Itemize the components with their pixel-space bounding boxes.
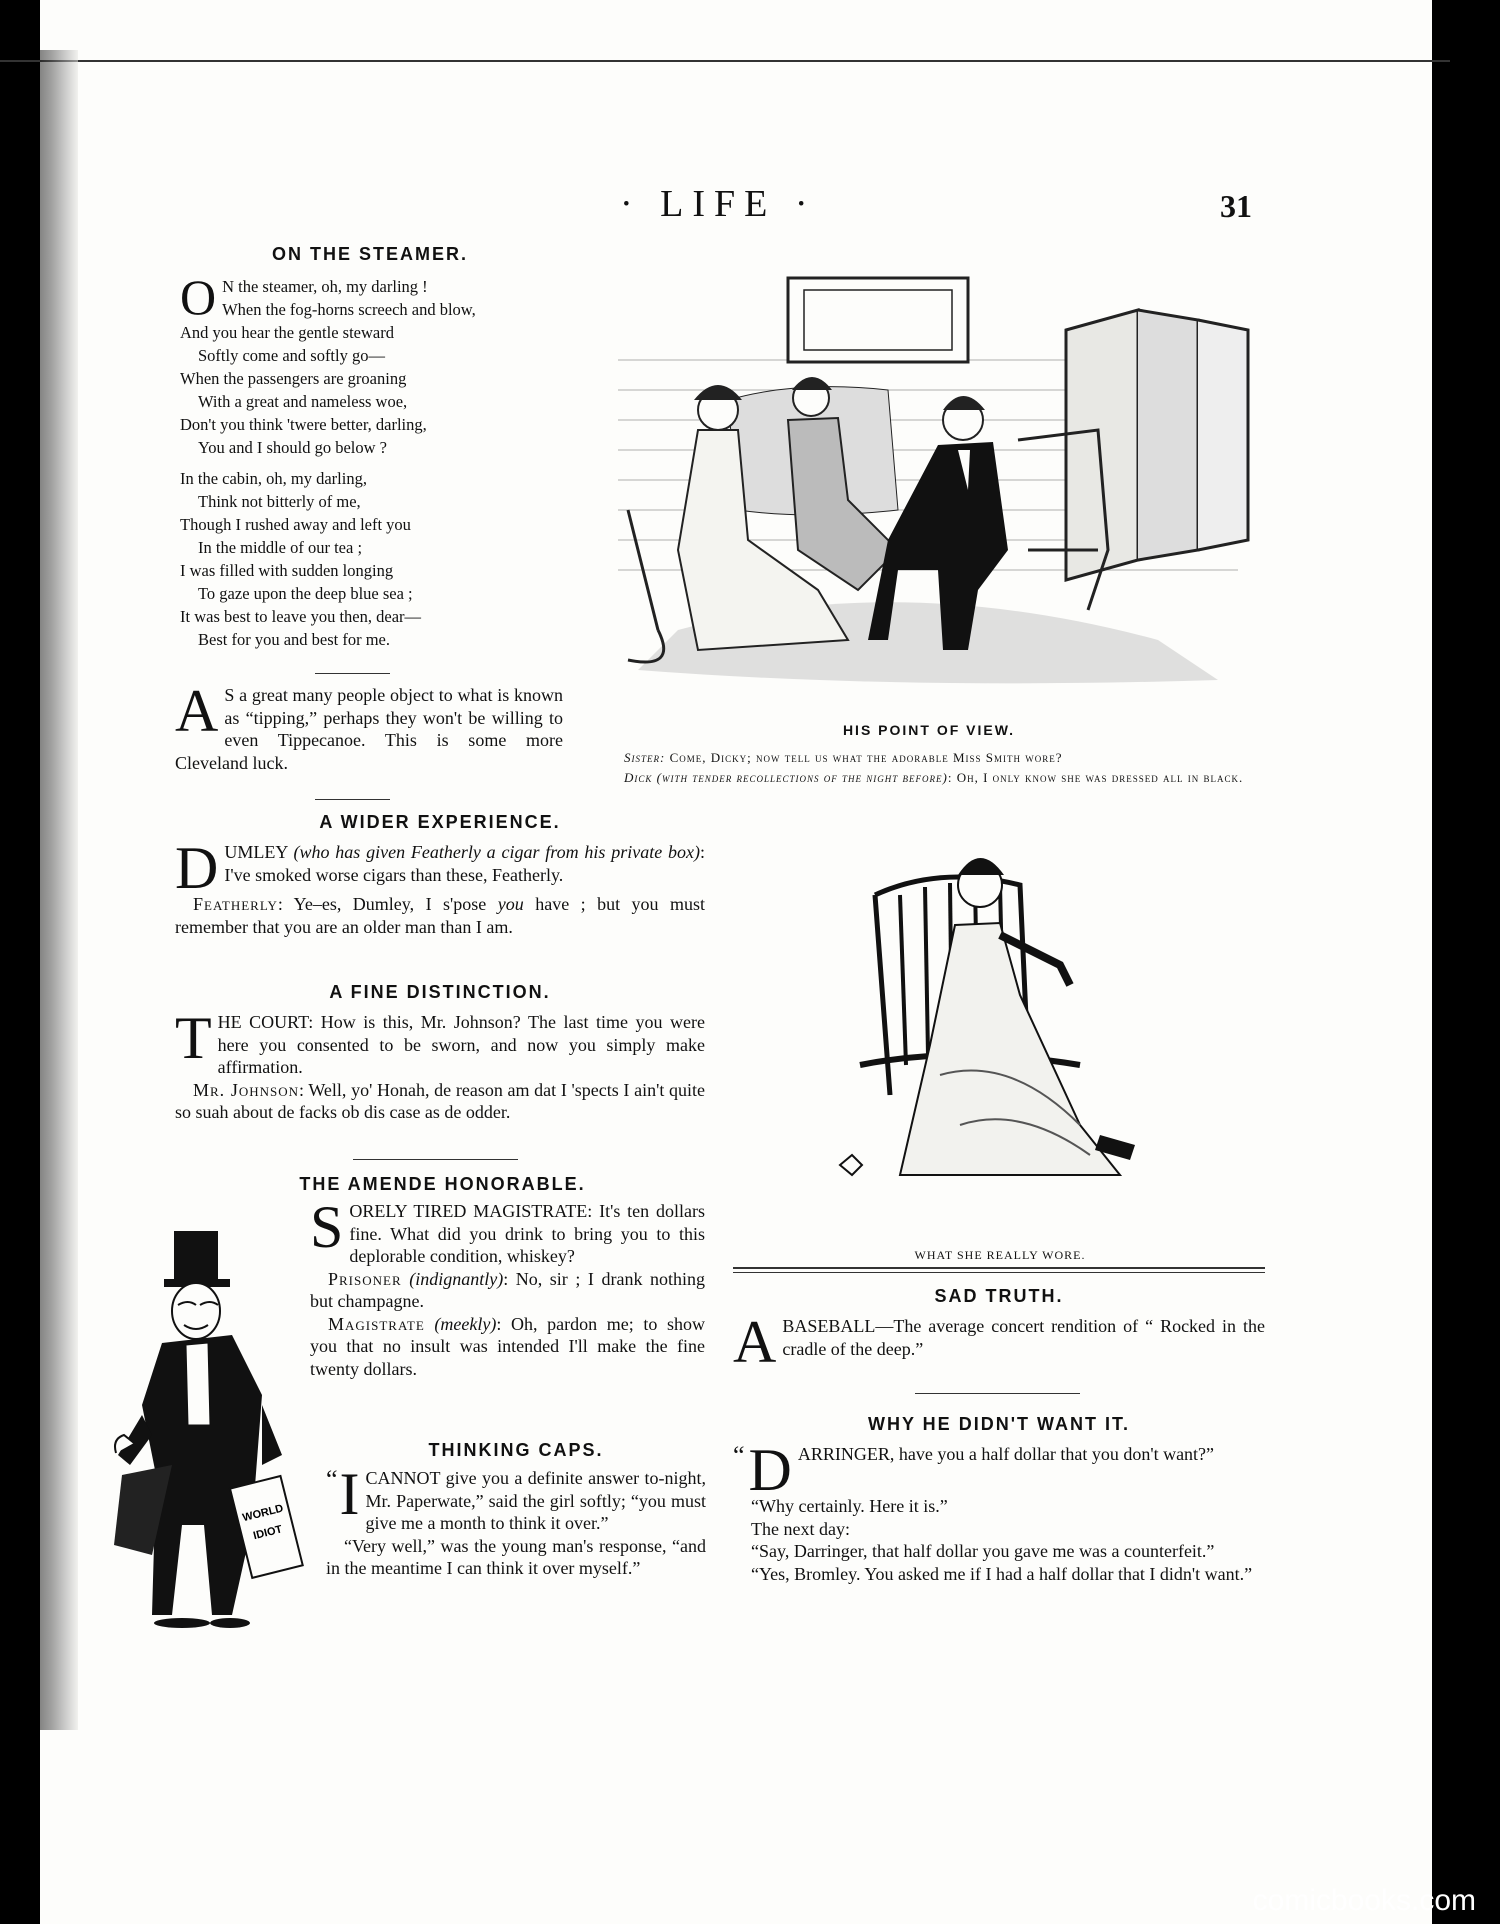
poem-line: It was best to leave you then, dear—: [180, 607, 422, 626]
poem-line: I was filled with sudden longing: [180, 561, 394, 580]
poem-line: In the cabin, oh, my darling,: [180, 469, 367, 488]
why-section: [733, 1414, 1265, 1585]
dialogue-text: have ; but you must remember that you are an older man than I am.: [175, 894, 706, 937]
drop-cap: D: [748, 1437, 792, 1503]
steamer-poem: [180, 269, 560, 651]
speaker-name: Mr. Johnson: [193, 1079, 300, 1100]
double-rule-top: [733, 1267, 1265, 1269]
speaker-name: Dick: [624, 770, 653, 785]
dialogue-text: ARRINGER, have you a half dollar that you don't want?”: [797, 1444, 1215, 1464]
open-quote: “: [326, 1465, 338, 1494]
source-watermark: comicbooks.com: [1252, 1884, 1476, 1917]
dialogue-text: HE COURT: How is this, Mr. Johnson? The last time you were here you consented to be sworn, and now you simply make affirmation.: [217, 1012, 705, 1077]
distinction-title: A FINE DISTINCTION.: [329, 982, 551, 1002]
steamer-section: [180, 244, 560, 651]
tipping-text: S a great many people object to what is known as “tipping,” perhaps they won't be willing to even Tippecanoe. This is some more Cleveland luck.: [175, 685, 563, 773]
dialogue-text: : I've smoked worse cigars than these, Featherly.: [224, 842, 706, 885]
poem-line: Though I rushed away and left you: [180, 515, 411, 534]
tipping-paragraph: [175, 678, 563, 774]
illustration2-caption: WHAT SHE REALLY WORE.: [914, 1248, 1086, 1262]
sad-title: SAD TRUTH.: [934, 1286, 1064, 1306]
poem-line: With a great and nameless woe,: [198, 392, 408, 411]
dialogue-text: : Well, yo' Honah, de reason am dat I 'spects I ain't quite so suah about de facks ob dis case as de odder.: [175, 1079, 705, 1122]
poem-line: Best for you and best for me.: [198, 630, 390, 649]
open-quote: “: [733, 1441, 745, 1470]
drop-cap: O: [180, 269, 217, 325]
emphasis: you: [497, 894, 524, 914]
what-she-really-wore-illustration: [820, 845, 1180, 1200]
distinction-section: [175, 982, 705, 1124]
poem-line: When the fog-horns screech and blow,: [222, 300, 476, 319]
dialogue-text: : Ye–es, Dumley, I s'pose: [277, 894, 487, 914]
caps-section: [326, 1440, 706, 1580]
poem-line: When the passengers are groaning: [180, 369, 407, 388]
amende-title: THE AMENDE HONORABLE.: [299, 1174, 586, 1194]
illustration1-caption: [598, 748, 1260, 788]
double-rule-bottom: [733, 1272, 1265, 1273]
speaker-name: Sister:: [624, 750, 666, 765]
drop-cap: I: [339, 1461, 360, 1527]
poem-line: And you hear the gentle steward: [180, 323, 394, 342]
sad-text: BASEBALL—The average concert rendition of “ Rocked in the cradle of the deep.”: [782, 1316, 1265, 1359]
poem-line: You and I should go below ?: [198, 438, 387, 457]
page-top-edge: [0, 60, 1450, 62]
wider-title: A WIDER EXPERIENCE.: [319, 812, 561, 832]
why-title: WHY HE DIDN'T WANT IT.: [868, 1414, 1130, 1434]
speaker-name: Magistrate: [328, 1313, 425, 1334]
caption-text: : Oh, I only know she was dressed all in black.: [947, 770, 1244, 785]
dialogue-text: “Very well,” was the young man's response, “and in the meantime I can think it over myself.”: [326, 1535, 706, 1578]
dialogue-text: The next day:: [751, 1518, 850, 1539]
steamer-title: ON THE STEAMER.: [271, 244, 468, 264]
drop-cap: S: [310, 1194, 344, 1260]
dialogue-text: : No, sir ; I drank nothing but champagne.: [310, 1268, 706, 1311]
dialogue-text: “Yes, Bromley. You asked me if I had a half dollar that I didn't want.”: [751, 1563, 1253, 1584]
sad-section: [733, 1286, 1265, 1375]
amende-section: [310, 1194, 706, 1380]
section-divider: [915, 1393, 1080, 1394]
stage-direction: (who has given Featherly a cigar from his private box): [293, 842, 700, 862]
magazine-title: · LIFE ·: [620, 183, 817, 225]
drop-cap: D: [175, 835, 219, 901]
speaker-name: Featherly: [193, 894, 278, 914]
illustration1-title: HIS POINT OF VIEW.: [842, 722, 1016, 738]
speaker-name: UMLEY: [224, 842, 288, 862]
poem-line: To gaze upon the deep blue sea ;: [198, 584, 413, 603]
drop-cap: T: [175, 1005, 212, 1071]
stage-direction: (meekly): [434, 1313, 497, 1334]
poem-line: Softly come and softly go—: [198, 346, 385, 365]
dandy-illustration: [112, 1225, 304, 1630]
stage-direction: (indignantly): [409, 1268, 504, 1289]
stage-direction: (with tender recollections of the night before): [656, 770, 948, 785]
dialogue-text: ORELY TIRED MAGISTRATE: It's ten dollars fine. What did you drink to bring you to this deplorable condition, whiskey?: [349, 1201, 705, 1266]
poem-line: Don't you think 'twere better, darling,: [180, 415, 427, 434]
his-point-of-view-illustration: [598, 250, 1260, 710]
section-divider: [315, 673, 390, 674]
sign-line-1: WORLD: [241, 1502, 285, 1525]
poem-line: Think not bitterly of me,: [198, 492, 361, 511]
drop-cap: A: [175, 678, 219, 744]
speaker-name: Prisoner: [328, 1268, 402, 1289]
dialogue-text: “Why certainly. Here it is.”: [751, 1496, 948, 1516]
page-binding-shadow: [40, 50, 78, 1730]
poem-line: N the steamer, oh, my darling !: [222, 277, 428, 296]
dialogue-text: CANNOT give you a definite answer to-night, Mr. Paperwate,” said the girl softly; “you must give me a month to think it over.”: [365, 1468, 706, 1533]
page-number: 31: [1220, 188, 1252, 224]
caption-text: Come, Dicky; now tell us what the adorable Miss Smith wore?: [669, 750, 1063, 765]
wider-section: [175, 812, 705, 938]
section-divider: [315, 799, 390, 800]
dialogue-text: “Say, Darringer, that half dollar you gave me was a counterfeit.”: [751, 1541, 1215, 1561]
caps-title: THINKING CAPS.: [428, 1440, 604, 1460]
drop-cap: A: [733, 1309, 777, 1375]
sign-line-2: IDIOT: [252, 1523, 284, 1543]
section-divider: [353, 1159, 518, 1160]
dialogue-text: : Oh, pardon me; to show you that no insult was intended I'll make the fine twenty dollars.: [310, 1313, 706, 1379]
poem-line: In the middle of our tea ;: [198, 538, 363, 557]
